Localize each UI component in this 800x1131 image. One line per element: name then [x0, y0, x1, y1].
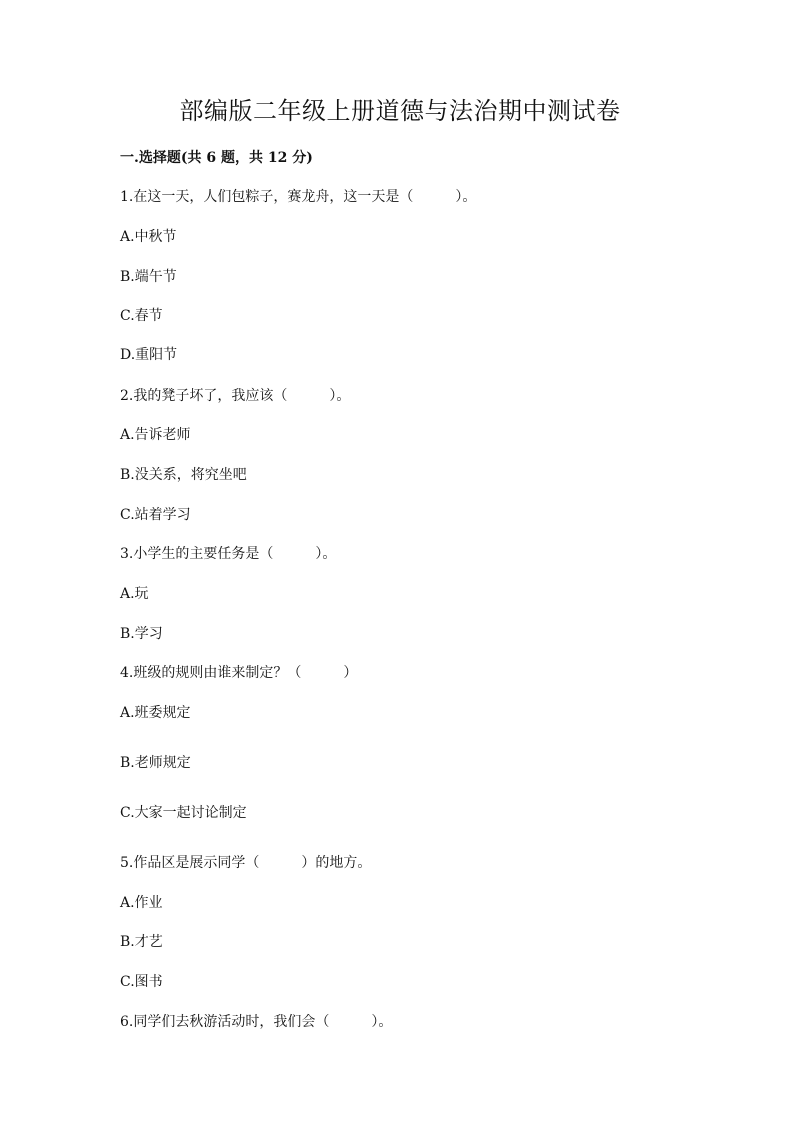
question-4-option-c: C.大家一起讨论制定: [120, 805, 247, 821]
question-1: 1.在这一天，人们包粽子，赛龙舟，这一天是（ ）。: [120, 189, 477, 205]
section-heading: 一.选择题(共 6 题，共 12 分): [120, 150, 313, 166]
question-2-option-b: B.没关系，将究坐吧: [120, 467, 247, 483]
question-1-option-b: B.端午节: [120, 269, 177, 285]
page-title: 部编版二年级上册道德与法治期中测试卷: [179, 97, 621, 125]
question-1-option-c: C.春节: [120, 308, 163, 324]
question-5-option-b: B.才艺: [120, 934, 163, 950]
question-4-option-a: A.班委规定: [120, 705, 191, 721]
question-3: 3.小学生的主要任务是（ ）。: [120, 546, 337, 562]
question-4: 4.班级的规则由谁来制定？（ ）: [120, 665, 358, 681]
question-1-option-d: D.重阳节: [120, 347, 178, 363]
question-2-option-c: C.站着学习: [120, 507, 191, 523]
question-5: 5.作品区是展示同学（ ）的地方。: [120, 855, 372, 871]
question-2-option-a: A.告诉老师: [120, 427, 191, 443]
question-1-option-a: A.中秋节: [120, 229, 177, 245]
question-5-option-a: A.作业: [120, 895, 163, 911]
question-5-option-c: C.图书: [120, 974, 163, 990]
question-2: 2.我的凳子坏了，我应该（ ）。: [120, 388, 351, 404]
question-3-option-b: B.学习: [120, 626, 163, 642]
question-3-option-a: A.玩: [120, 586, 149, 602]
question-6: 6.同学们去秋游活动时，我们会（ ）。: [120, 1014, 393, 1030]
question-4-option-b: B.老师规定: [120, 755, 191, 771]
